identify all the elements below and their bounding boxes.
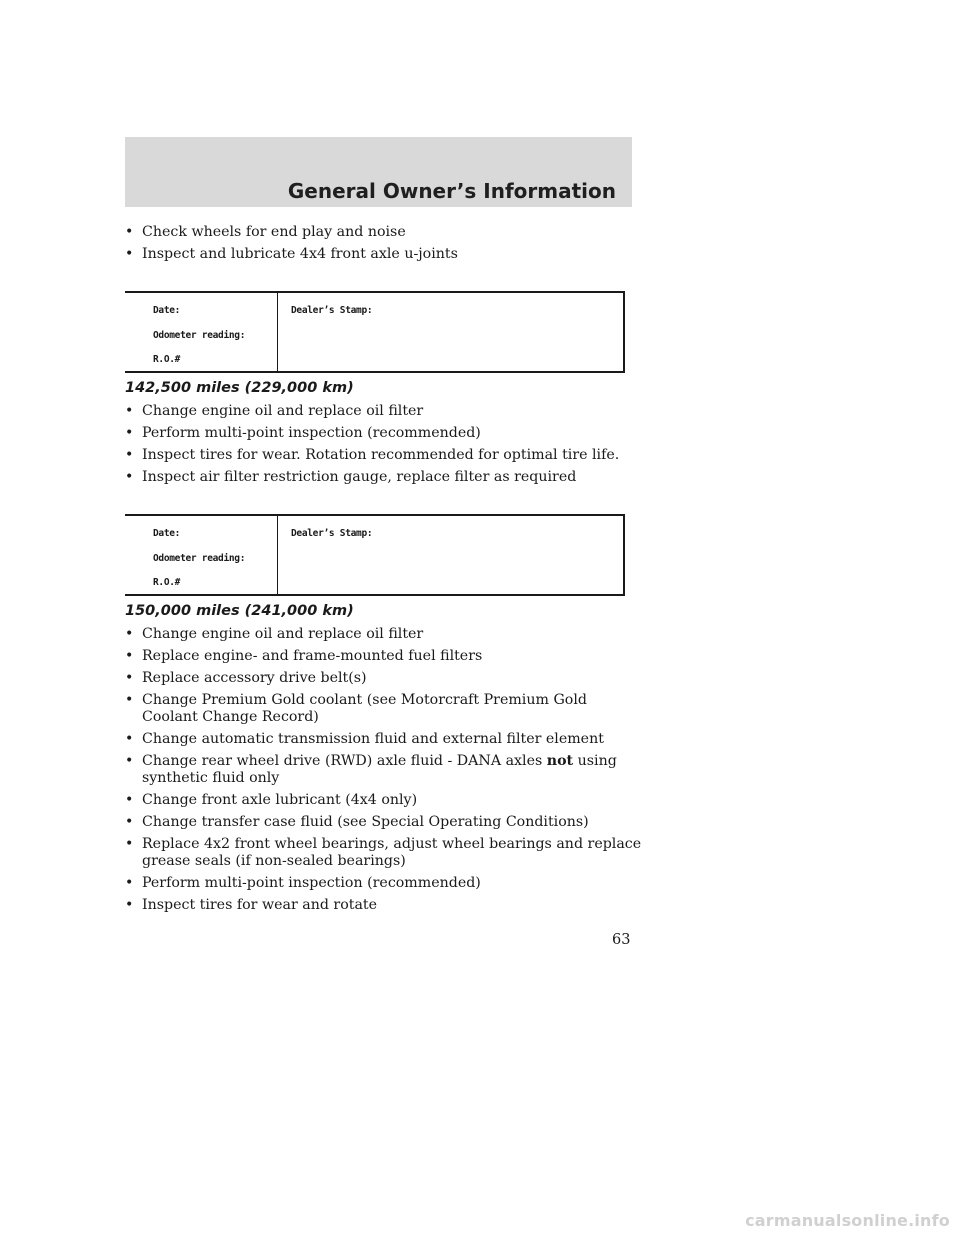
page-number: 63 <box>612 932 631 948</box>
list-item: • Inspect tires for wear. Rotation recommended for optimal tire life. <box>125 447 645 464</box>
list-item: • Replace accessory drive belt(s) <box>125 670 645 687</box>
list-item: • Inspect air filter restriction gauge, replace filter as required <box>125 469 645 486</box>
section-heading-150000: 150,000 miles (241,000 km) <box>125 603 354 619</box>
page-title: General Owner’s Information <box>287 179 616 203</box>
service-record-box-2 <box>125 514 625 596</box>
ro-label: R.O.# <box>153 354 181 365</box>
record-divider <box>277 293 278 371</box>
watermark: carmanualsonline.info <box>745 1211 950 1230</box>
odometer-label: Odometer reading: <box>153 330 246 341</box>
record-divider <box>277 516 278 594</box>
list-item-text: Change rear wheel drive (RWD) axle fluid - DANA axles <box>142 753 543 769</box>
ro-label: R.O.# <box>153 577 181 588</box>
section-heading-142500: 142,500 miles (229,000 km) <box>125 380 354 396</box>
list-item: • Replace engine- and frame-mounted fuel filters <box>125 648 645 665</box>
dealer-stamp-label: Dealer’s Stamp: <box>291 528 373 539</box>
intro-bullet-list <box>125 224 645 268</box>
date-label: Date: <box>153 528 181 539</box>
list-item: • Change automatic transmission fluid and external filter element <box>125 731 645 748</box>
odometer-label: Odometer reading: <box>153 553 246 564</box>
list-item: • Check wheels for end play and noise <box>125 224 645 241</box>
list-item: • Change transfer case fluid (see Special Operating Conditions) <box>125 814 645 831</box>
section1-bullet-list <box>125 403 645 491</box>
list-item: • Change Premium Gold coolant (see Motorcraft Premium Gold Coolant Change Record) <box>125 692 645 726</box>
list-item: • Change front axle lubricant (4x4 only) <box>125 792 645 809</box>
list-item: • Replace 4x2 front wheel bearings, adjust wheel bearings and replace grease seals (if non-sealed bearings) <box>125 836 645 870</box>
header-band <box>125 137 632 207</box>
list-item: • Change engine oil and replace oil filter <box>125 403 645 420</box>
list-item: • Inspect and lubricate 4x4 front axle u-joints <box>125 246 645 263</box>
list-item-text: using synthetic fluid only <box>142 753 617 786</box>
emphasis-not: not <box>546 753 574 769</box>
date-label: Date: <box>153 305 181 316</box>
list-item: • Inspect tires for wear and rotate <box>125 897 645 914</box>
list-item <box>125 753 645 787</box>
section2-bullet-list <box>125 626 645 919</box>
list-item: • Change engine oil and replace oil filter <box>125 626 645 643</box>
service-record-box-1 <box>125 291 625 373</box>
dealer-stamp-label: Dealer’s Stamp: <box>291 305 373 316</box>
list-item: • Perform multi-point inspection (recommended) <box>125 875 645 892</box>
list-item: • Perform multi-point inspection (recommended) <box>125 425 645 442</box>
